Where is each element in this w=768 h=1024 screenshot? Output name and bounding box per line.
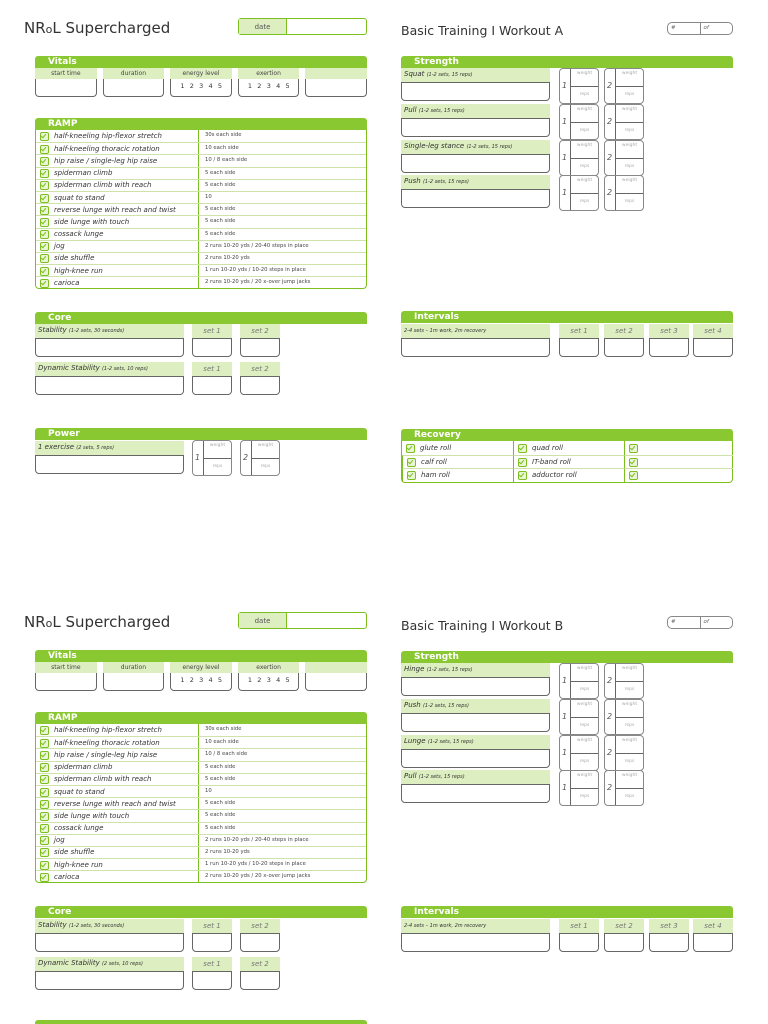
ramp-exercise-prescription: 1 run 10-20 yds / 10-20 steps in place	[198, 859, 366, 870]
ramp-exercise-prescription: 5 each side	[198, 774, 366, 785]
ramp-exercise-name: side shuffle	[54, 254, 95, 263]
ramp-row	[36, 276, 366, 288]
recovery-section	[401, 429, 733, 483]
vitals-title: Vitals	[35, 56, 367, 68]
ramp-exercise-name: spiderman climb with reach	[54, 775, 152, 784]
ramp-list	[35, 724, 367, 883]
ramp-row	[36, 240, 366, 252]
checkbox-icon[interactable]	[407, 471, 416, 479]
ramp-row	[36, 179, 366, 191]
checkbox-icon[interactable]	[629, 458, 638, 466]
checkbox-icon[interactable]	[518, 458, 527, 466]
strength-set-box[interactable]: 2 weight reps	[604, 663, 644, 699]
checkbox-icon[interactable]	[40, 739, 49, 747]
checkbox-icon[interactable]	[629, 471, 638, 479]
strength-title: Strength	[401, 56, 733, 68]
ramp-row	[36, 142, 366, 154]
checkbox-icon[interactable]	[40, 230, 49, 238]
checkbox-icon[interactable]	[40, 218, 49, 226]
start-time-field[interactable]: start time	[35, 68, 97, 97]
ramp-exercise-prescription: 2 runs 10-20 yds	[198, 847, 366, 858]
recovery-title: Recovery	[401, 429, 733, 441]
ramp-exercise-name: reverse lunge with reach and twist	[54, 205, 176, 214]
recovery-item[interactable]: quad roll	[513, 441, 624, 455]
stability-set-2[interactable]: set 2	[240, 919, 280, 952]
ramp-row	[36, 761, 366, 773]
workout-title: Basic Training I Workout B	[401, 618, 564, 633]
ramp-exercise-prescription: 10	[198, 192, 366, 203]
recovery-item[interactable]: calf roll	[402, 455, 513, 469]
checkbox-icon[interactable]	[40, 169, 49, 177]
ramp-section	[35, 118, 367, 289]
strength-set-box[interactable]: 1 weight reps	[559, 699, 599, 735]
checkbox-icon[interactable]	[40, 861, 49, 869]
stability-field[interactable]: Stability (1-2 sets, 30 seconds)	[35, 919, 184, 952]
core-title: Core	[35, 312, 367, 324]
dynamic-set-1[interactable]: set 1	[192, 957, 232, 990]
power-set-1[interactable]: 1 weight reps	[192, 440, 232, 476]
ramp-row	[36, 785, 366, 797]
energy-level-field[interactable]: energy level 1 2 3 4 5	[170, 68, 232, 97]
recovery-item[interactable]	[624, 455, 733, 469]
ramp-row	[36, 167, 366, 179]
strength-exercise-field[interactable]: Pull (1-2 sets, 15 reps)	[401, 770, 550, 803]
recovery-item[interactable]: glute roll	[402, 441, 513, 455]
strength-exercise-field[interactable]: Push (1-2 sets, 15 reps)	[401, 175, 550, 208]
energy-level-field[interactable]: energy level 1 2 3 4 5	[170, 662, 232, 691]
ramp-row	[36, 264, 366, 276]
ramp-exercise-prescription: 30s each side	[198, 130, 366, 142]
intervals-section	[401, 311, 733, 323]
checkbox-icon[interactable]	[629, 444, 638, 452]
ramp-exercise-prescription: 5 each side	[198, 168, 366, 179]
checkbox-icon[interactable]	[406, 444, 415, 452]
ramp-row	[36, 809, 366, 821]
strength-exercise-field[interactable]: Pull (1-2 sets, 15 reps)	[401, 104, 550, 137]
interval-set-3[interactable]: set 3	[649, 919, 689, 952]
stability-set-1[interactable]: set 1	[192, 324, 232, 357]
ramp-exercise-prescription: 2 runs 10-20 yds / 20-40 steps in place	[198, 835, 366, 846]
stability-set-1[interactable]: set 1	[192, 919, 232, 952]
strength-exercise-field[interactable]: Lunge (1-2 sets, 15 reps)	[401, 735, 550, 768]
strength-set-box[interactable]: 2 weight reps	[604, 175, 644, 211]
recovery-item[interactable]: ham roll	[402, 468, 513, 482]
ramp-exercise-prescription: 5 each side	[198, 180, 366, 191]
interval-set-4[interactable]: set 4	[693, 919, 733, 952]
stability-set-2[interactable]: set 2	[240, 324, 280, 357]
vitals-extra-field[interactable]	[305, 68, 367, 97]
ramp-row	[36, 252, 366, 264]
checkbox-icon[interactable]	[40, 145, 49, 153]
ramp-exercise-name: hip raise / single-leg hip raise	[54, 750, 158, 759]
start-time-field[interactable]: start time	[35, 662, 97, 691]
intervals-section	[401, 906, 733, 918]
strength-exercise-field[interactable]: Single-leg stance (1-2 sets, 15 reps)	[401, 140, 550, 173]
ramp-exercise-prescription: 5 each side	[198, 810, 366, 821]
interval-set-4[interactable]: set 4	[693, 324, 733, 357]
dynamic-set-2[interactable]: set 2	[240, 957, 280, 990]
strength-set-box[interactable]: 1 weight reps	[559, 140, 599, 176]
checkbox-icon[interactable]	[40, 726, 49, 734]
strength-set-box[interactable]: 1 weight reps	[559, 104, 599, 140]
page-number-field[interactable]: # of	[667, 616, 733, 629]
workout-title: Basic Training I Workout A	[401, 23, 564, 38]
ramp-exercise-prescription: 2 runs 10-20 yds	[198, 253, 366, 264]
strength-exercise-field[interactable]: Squat (1-2 sets, 15 reps)	[401, 68, 550, 101]
ramp-exercise-name: half-kneeling thoracic rotation	[54, 144, 160, 153]
ramp-section	[35, 712, 367, 883]
vitals-extra-field[interactable]	[305, 662, 367, 691]
ramp-exercise-prescription: 10	[198, 786, 366, 797]
recovery-item[interactable]	[624, 468, 733, 482]
checkbox-icon[interactable]	[40, 181, 49, 189]
ramp-exercise-name: half-kneeling hip-flexor stretch	[54, 132, 162, 141]
checkbox-icon[interactable]	[40, 206, 49, 214]
checkbox-icon[interactable]	[40, 824, 49, 832]
ramp-list	[35, 130, 367, 289]
ramp-exercise-name: squat to stand	[54, 787, 105, 796]
ramp-exercise-name: cossack lunge	[54, 824, 104, 833]
recovery-item[interactable]: adductor roll	[513, 468, 624, 482]
ramp-exercise-name: side lunge with touch	[54, 811, 130, 820]
ramp-exercise-name: hip raise / single-leg hip raise	[54, 156, 158, 165]
ramp-row	[36, 846, 366, 858]
ramp-row	[36, 203, 366, 215]
checkbox-icon[interactable]	[40, 848, 49, 856]
strength-set-box[interactable]: 2 weight reps	[604, 770, 644, 806]
intervals-title: Intervals	[401, 311, 733, 323]
ramp-exercise-prescription: 10 / 8 each side	[198, 155, 366, 166]
duration-field[interactable]: duration	[103, 68, 165, 97]
recovery-item[interactable]	[624, 441, 733, 455]
ramp-row	[36, 797, 366, 809]
ramp-exercise-name: reverse lunge with reach and twist	[54, 799, 176, 808]
date-label: date	[239, 19, 287, 34]
strength-exercise-field[interactable]: Push (1-2 sets, 15 reps)	[401, 699, 550, 732]
ramp-row	[36, 228, 366, 240]
app-title: NRoL Supercharged	[24, 613, 171, 631]
ramp-exercise-prescription: 5 each side	[198, 823, 366, 834]
ramp-exercise-name: squat to stand	[54, 193, 105, 202]
ramp-exercise-name: spiderman climb with reach	[54, 181, 152, 190]
ramp-exercise-prescription: 5 each side	[198, 216, 366, 227]
ramp-exercise-name: spiderman climb	[54, 169, 113, 178]
checkbox-icon[interactable]	[40, 873, 49, 881]
exertion-field[interactable]: exertion 1 2 3 4 5	[238, 68, 300, 97]
power-title: Power	[35, 428, 367, 440]
strength-set-box[interactable]: 2 weight reps	[604, 735, 644, 771]
checkbox-icon[interactable]	[40, 132, 49, 140]
ramp-exercise-name: carioca	[54, 872, 80, 881]
core-section	[35, 312, 367, 324]
ramp-row	[36, 724, 366, 736]
app-title: NRoL Supercharged	[24, 19, 171, 37]
core-title: Core	[35, 906, 367, 918]
ramp-exercise-name: carioca	[54, 278, 80, 287]
checkbox-icon[interactable]	[40, 788, 49, 796]
dynamic-set-2[interactable]: set 2	[240, 362, 280, 395]
ramp-row	[36, 154, 366, 166]
checkbox-icon[interactable]	[40, 812, 49, 820]
strength-title: Strength	[401, 651, 733, 663]
checkbox-icon[interactable]	[518, 444, 527, 452]
ramp-exercise-name: cossack lunge	[54, 230, 104, 239]
power-exercise-field[interactable]: 1 exercise (2 sets, 5 reps)	[35, 441, 184, 474]
checkbox-icon[interactable]	[40, 157, 49, 165]
ramp-exercise-name: half-kneeling thoracic rotation	[54, 738, 160, 747]
checkbox-icon[interactable]	[518, 471, 527, 479]
ramp-exercise-name: spiderman climb	[54, 763, 113, 772]
strength-set-box[interactable]: 2 weight reps	[604, 104, 644, 140]
strength-set-box[interactable]: 2 weight reps	[604, 699, 644, 735]
ramp-exercise-prescription: 1 run 10-20 yds / 10-20 steps in place	[198, 265, 366, 276]
core-section	[35, 906, 367, 918]
checkbox-icon[interactable]	[40, 194, 49, 202]
ramp-exercise-prescription: 5 each side	[198, 204, 366, 215]
checkbox-icon[interactable]	[40, 800, 49, 808]
date-label: date	[239, 613, 287, 628]
strength-set-box[interactable]: 1 weight reps	[559, 175, 599, 211]
duration-field[interactable]: duration	[103, 662, 165, 691]
ramp-exercise-prescription: 10 / 8 each side	[198, 749, 366, 760]
ramp-exercise-prescription: 30s each side	[198, 724, 366, 736]
interval-set-3[interactable]: set 3	[649, 324, 689, 357]
ramp-exercise-name: side shuffle	[54, 848, 95, 857]
interval-set-2[interactable]: set 2	[604, 919, 644, 952]
ramp-exercise-prescription: 2 runs 10-20 yds / 20 x-over jump jacks	[198, 277, 366, 288]
ramp-row	[36, 834, 366, 846]
interval-set-1[interactable]: set 1	[559, 919, 599, 952]
date-field[interactable]	[238, 612, 367, 629]
ramp-title: RAMP	[35, 118, 367, 130]
ramp-row	[36, 773, 366, 785]
ramp-exercise-prescription: 2 runs 10-20 yds / 20 x-over jump jacks	[198, 871, 366, 882]
checkbox-icon[interactable]	[407, 458, 416, 466]
power-section	[35, 428, 367, 440]
dynamic-stability-field[interactable]: Dynamic Stability (1-2 sets, 10 reps)	[35, 362, 184, 395]
checkbox-icon[interactable]	[40, 836, 49, 844]
ramp-exercise-prescription: 5 each side	[198, 762, 366, 773]
ramp-exercise-name: half-kneeling hip-flexor stretch	[54, 726, 162, 735]
ramp-row	[36, 822, 366, 834]
ramp-exercise-name: side lunge with touch	[54, 217, 130, 226]
ramp-exercise-name: jog	[54, 836, 65, 845]
ramp-title: RAMP	[35, 712, 367, 724]
vitals-section	[35, 650, 367, 691]
power-set-2[interactable]: 2 weight reps	[240, 440, 280, 476]
ramp-exercise-prescription: 2 runs 10-20 yds / 20-40 steps in place	[198, 241, 366, 252]
strength-set-box[interactable]: 1 weight reps	[559, 663, 599, 699]
intervals-field[interactable]: 2-4 sets – 1m work, 2m recovery	[401, 919, 550, 952]
power-section-partial	[35, 1020, 367, 1024]
ramp-row	[36, 858, 366, 870]
date-field[interactable]	[238, 18, 367, 35]
ramp-row	[36, 191, 366, 203]
interval-set-1[interactable]: set 1	[559, 324, 599, 357]
exertion-field[interactable]: exertion 1 2 3 4 5	[238, 662, 300, 691]
dynamic-stability-field[interactable]: Dynamic Stability (2 sets, 10 reps)	[35, 957, 184, 990]
checkbox-icon[interactable]	[40, 751, 49, 759]
strength-set-box[interactable]: 2 weight reps	[604, 68, 644, 104]
ramp-exercise-name: jog	[54, 242, 65, 251]
stability-field[interactable]: Stability (1-2 sets, 30 seconds)	[35, 324, 184, 357]
strength-set-box[interactable]: 2 weight reps	[604, 140, 644, 176]
strength-set-box[interactable]: 1 weight reps	[559, 68, 599, 104]
ramp-row	[36, 870, 366, 882]
checkbox-icon[interactable]	[40, 254, 49, 262]
checkbox-icon[interactable]	[40, 267, 49, 275]
vitals-title: Vitals	[35, 650, 367, 662]
ramp-row	[36, 736, 366, 748]
page-number-field[interactable]: # of	[667, 22, 733, 35]
interval-set-2[interactable]: set 2	[604, 324, 644, 357]
dynamic-set-1[interactable]: set 1	[192, 362, 232, 395]
strength-set-box[interactable]: 1 weight reps	[559, 770, 599, 806]
ramp-row	[36, 748, 366, 760]
intervals-title: Intervals	[401, 906, 733, 918]
ramp-exercise-name: high-knee run	[54, 266, 103, 275]
ramp-exercise-prescription: 5 each side	[198, 798, 366, 809]
ramp-row	[36, 215, 366, 227]
intervals-field[interactable]: 2-4 sets – 1m work, 2m recovery	[401, 324, 550, 357]
strength-set-box[interactable]: 1 weight reps	[559, 735, 599, 771]
strength-exercise-field[interactable]: Hinge (1-2 sets, 15 reps)	[401, 663, 550, 696]
checkbox-icon[interactable]	[40, 242, 49, 250]
checkbox-icon[interactable]	[40, 775, 49, 783]
ramp-exercise-name: high-knee run	[54, 860, 103, 869]
checkbox-icon[interactable]	[40, 763, 49, 771]
ramp-exercise-prescription: 10 each side	[198, 737, 366, 748]
vitals-section	[35, 56, 367, 97]
strength-section	[401, 651, 733, 663]
ramp-row	[36, 130, 366, 142]
recovery-list	[401, 441, 733, 483]
recovery-item[interactable]: IT-band roll	[513, 455, 624, 469]
ramp-exercise-prescription: 10 each side	[198, 143, 366, 154]
strength-section	[401, 56, 733, 68]
ramp-exercise-prescription: 5 each side	[198, 229, 366, 240]
checkbox-icon[interactable]	[40, 279, 49, 287]
